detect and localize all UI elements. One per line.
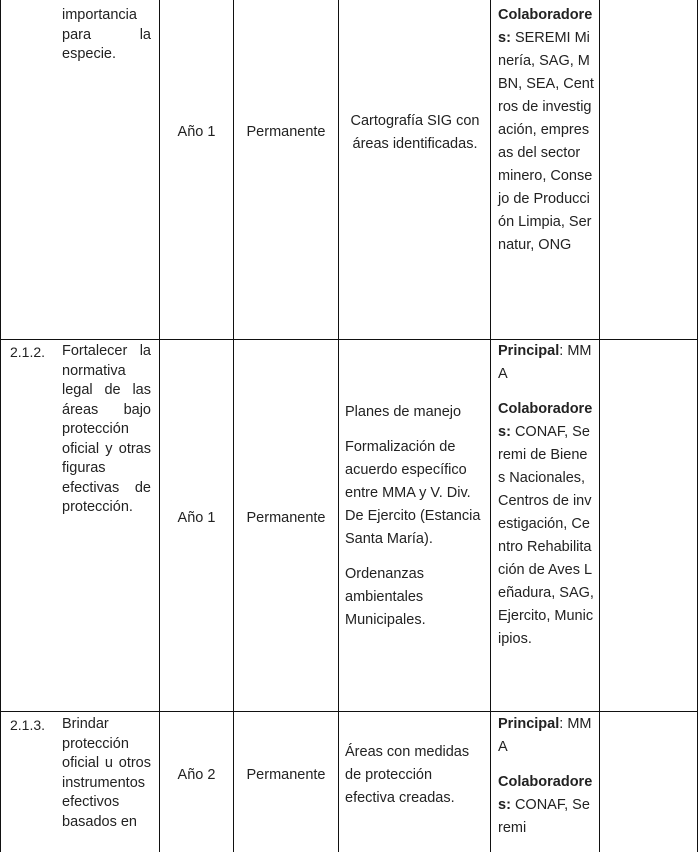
year-cell: Año 2: [177, 767, 216, 783]
collaborators-label: Colaboradores: [498, 774, 593, 813]
column-divider: [599, 0, 600, 852]
column-divider: [490, 0, 491, 852]
principal-value: MMA: [498, 716, 592, 755]
objective-description: Brindar protección oficial u otros instrumentos efectivos basados en: [62, 716, 151, 830]
objective-description: importancia para la especie.: [62, 7, 151, 62]
frequency-cell: Permanente: [246, 124, 326, 140]
objective-description: Fortalecer la normativa legal de las áreas bajo protección oficial y otras figuras efectivas de protección.: [62, 343, 151, 515]
year-cell: Año 1: [177, 510, 216, 526]
collaborators-label: Colaboradores: [498, 7, 593, 46]
product-item: Formalización de acuerdo específico entre MMA y V. Div. De Ejercito (Estancia Santa María).: [345, 439, 481, 547]
collaborators-label: Colaboradores: [498, 401, 593, 440]
collaborators-value: CONAF, Seremi de Bienes Nacionales, Centros de investigación, Centro Rehabilitación de Aves Leñadura, SAG, Ejercito, Municipios.: [498, 424, 594, 647]
frequency-cell: Permanente: [246, 767, 326, 783]
product-item: Planes de manejo: [345, 404, 462, 420]
product-item: Ordenanzas ambientales Municipales.: [345, 566, 426, 628]
table-row: [62, 6, 151, 65]
products-cell: [344, 110, 486, 168]
row-divider: [0, 711, 698, 712]
objective-number: 2.1.2.: [10, 344, 46, 360]
collaborators-value: SEREMI Minería, SAG, MBN, SEA, Centros de investigación, empresas del sector minero, Consejo de Producción Limpia, Sernatur, ONG: [498, 30, 594, 253]
product-item: Cartografía SIG con áreas identificadas.: [350, 113, 480, 152]
column-divider: [338, 0, 339, 852]
responsible-cell: Principal: MMA Colaboradores: CONAF, Seremi de Bienes Nacionales, Centros de investigación, Centro Rehabilitación de Aves Leñadura, SAG, Ejercito, Municipios.: [498, 343, 594, 647]
responsible-cell: Colaboradores: SEREMI Minería, SAG, MBN, SEA, Centros de investigación, empresas del sector minero, Consejo de Producción Limpia, Sernatur, ONG: [498, 7, 594, 253]
product-item: Áreas con medidas de protección efectiva creadas.: [345, 744, 470, 806]
principal-label: Principal: [498, 343, 560, 359]
table-row: [62, 342, 151, 518]
frequency-cell: Permanente: [246, 510, 326, 526]
principal-value: MMA: [498, 343, 592, 382]
responsible-cell: Principal: MMA Colaboradores: CONAF, Seremi: [498, 716, 593, 836]
collaborators-value: CONAF, Seremi: [498, 797, 590, 836]
year-cell: Año 1: [177, 124, 216, 140]
products-cell: [345, 401, 485, 644]
principal-label: Principal: [498, 716, 560, 732]
table-row: [62, 715, 151, 832]
table-border-left: [0, 0, 1, 852]
objective-number: 2.1.3.: [10, 717, 46, 733]
products-cell: [345, 741, 485, 822]
